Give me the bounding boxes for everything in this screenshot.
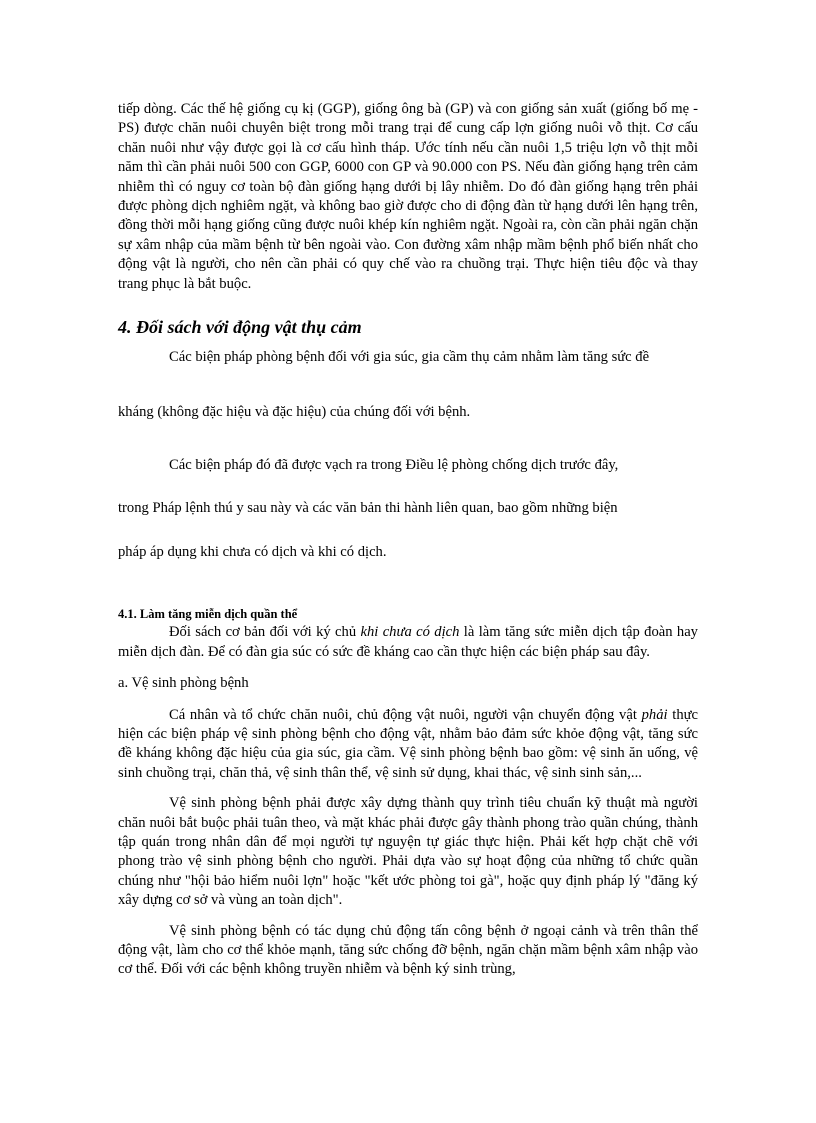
text-run: Đối sách cơ bản đối với ký chủ <box>169 624 361 641</box>
subsection-heading: 4.1. Làm tăng miễn dịch quần thể <box>118 607 298 622</box>
text-run: là làm tăng sức miễn dịch tập đoàn hay miễn dịch đàn. Để có đàn gia súc có sức đề kháng cao cần thực hiện các biện pháp sau đây. <box>118 624 698 660</box>
paragraph-a-2: Vệ sinh phòng bệnh phải được xây dựng thành quy trình tiêu chuẩn kỹ thuật mà người chăn nuôi bắt buộc phải tuân theo, và mặt khác phải được gây thành phong trào quần chúng, thành tập quán trong nhân dân để mọi người tự nguyện tự giác thực hiện. Phải kết hợp chặt chẽ với phong trào vệ sinh phòng bệnh cho người. Phải dựa vào sự hoạt động của những tổ chức quần chúng như "hội bảo hiểm nuôi lợn" hoặc "kết ước phòng toi gà", hoặc quy định pháp lý "đăng ký xây dựng cơ sở và vùng an toàn dịch". <box>118 795 698 909</box>
document-page <box>118 100 698 980</box>
paragraph-section-4b-line-2: trong Pháp lệnh thú y sau này và các văn bản thi hành liên quan, bao gồm những biện <box>118 500 618 517</box>
paragraph-section-4-line-1: Các biện pháp phòng bệnh đối với gia súc, gia cầm thụ cảm nhằm làm tăng sức đề <box>169 349 650 366</box>
emphasis-text: phải <box>641 706 668 723</box>
text-run: Cá nhân và tổ chức chăn nuôi, chủ động vật nuôi, người vận chuyển động vật <box>169 706 642 723</box>
paragraph-a-1 <box>118 706 698 784</box>
emphasis-text: khi chưa có dịch <box>360 624 460 641</box>
paragraph-a-3: Vệ sinh phòng bệnh có tác dụng chủ động tấn công bệnh ở ngoại cảnh và trên thân thể động vật, làm cho cơ thể khỏe mạnh, tăng sức chống đỡ bệnh, ngăn chặn mầm bệnh xâm nhập vào cơ thể. Đối với các bệnh không truyền nhiễm và bệnh ký sinh trùng, <box>118 922 698 978</box>
paragraph-4-1 <box>118 623 698 662</box>
text-run: thực hiện các biện pháp vệ sinh phòng bệnh cho động vật, nhằm bảo đảm sức khỏe động vật, tăng sức đề kháng không đặc hiệu của gia súc, gia cầm. Vệ sinh phòng bệnh bao gồm: vệ sinh ăn uống, vệ sinh chuồng trại, chăn thả, vệ sinh thân thể, vệ sinh sử dụng, khai thác, vệ sinh sinh sản,... <box>118 706 698 781</box>
section-heading: 4. Đối sách với động vật thụ cảm <box>118 317 362 338</box>
subheading-a: a. Vệ sinh phòng bệnh <box>118 675 249 692</box>
paragraph-section-4b-line-1: Các biện pháp đó đã được vạch ra trong Điều lệ phòng chống dịch trước đây, <box>169 457 619 474</box>
paragraph-section-4b-line-3: pháp áp dụng khi chưa có dịch và khi có dịch. <box>118 543 387 560</box>
paragraph-intro: tiếp dòng. Các thế hệ giống cụ kị (GGP), giống ông bà (GP) và con giống sản xuất (giống bố mẹ - PS) được chăn nuôi chuyên biệt trong mỗi trang trại để cung cấp lợn giống nuôi vỗ thịt. Cơ cấu chăn nuôi như vậy được gọi là cơ cấu hình tháp. Ước tính nếu cần nuôi 1,5 triệu lợn vỗ thịt mỗi năm thì cần phải nuôi 500 con GGP, 6000 con GP và 90.000 con PS. Nếu đàn giống hạng trên cảm nhiễm thì có nguy cơ toàn bộ đàn giống hạng dưới bị lây nhiễm. Do đó đàn giống hạng trên phải được phòng dịch nghiêm ngặt, và không bao giờ được cho di động đàn từ hạng dưới lên hạng trên, đồng thời mỗi hạng giống cũng được nuôi khép kín nghiêm ngặt. Ngoài ra, còn cần phải ngăn chặn sự xâm nhập của mầm bệnh từ bên ngoài vào. Con đường xâm nhập mầm bệnh phổ biến nhất cho động vật là người, cho nên cần phải có quy chế vào ra chuồng trại. Thực hiện tiêu độc và thay trang phục là bắt buộc. <box>118 101 698 292</box>
paragraph-section-4-line-2: kháng (không đặc hiệu và đặc hiệu) của chúng đối với bệnh. <box>118 404 471 421</box>
